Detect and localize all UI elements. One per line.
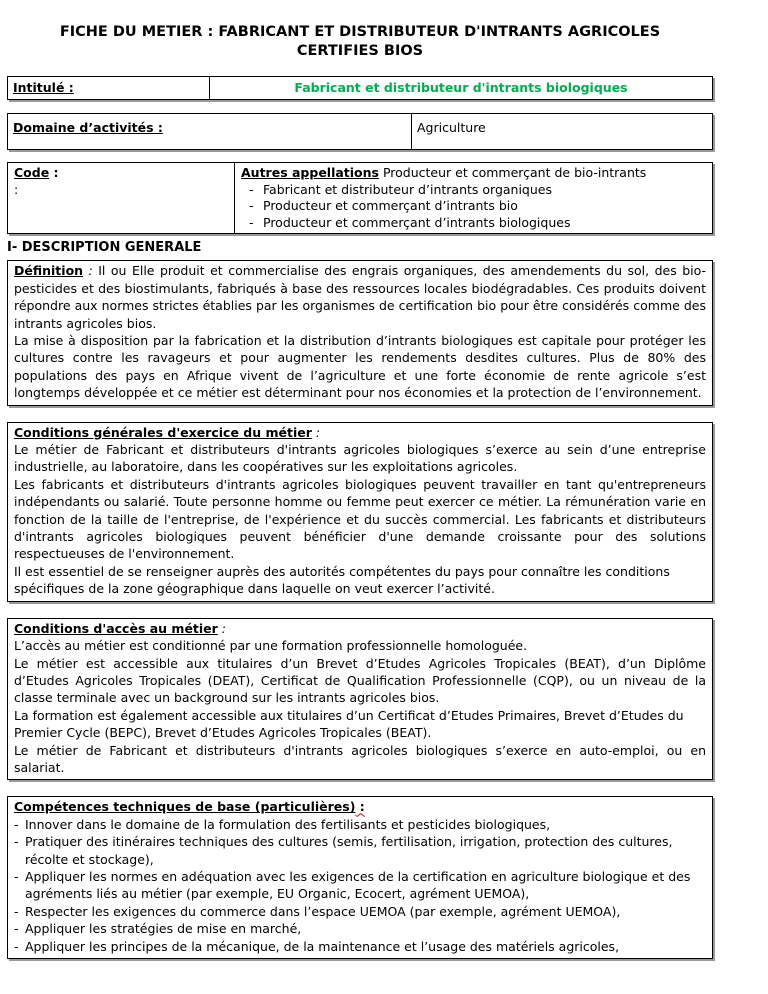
definition-paragraph-1 — [14, 262, 706, 332]
competences-heading — [14, 798, 706, 815]
dash-bullet: - — [249, 198, 254, 214]
competences-box — [7, 796, 713, 959]
dash-bullet: - — [14, 834, 19, 850]
document-page — [7, 0, 713, 959]
conditions-acces-label: Conditions d'accès au métier — [14, 620, 218, 636]
dash-bullet: - — [14, 921, 19, 937]
code-appellations-cell — [234, 163, 712, 233]
conditions-acces-colon: : — [217, 620, 227, 636]
conditions-acces-paragraph-3: La formation est également accessible aux titulaires d’un Certificat d’Etudes Primaires, Brevet d’Etudes du Premier Cycle (BEPC), Brevet d’Etudes Agricoles Tropicales (BEAT). — [14, 707, 684, 741]
conditions-exercice-paragraph-1: Le métier de Fabricant et distributeurs d'intrants agricoles biologiques s’exerce au sein d’une entreprise industrielle, au laboratoire, dans les coopératives sur les exploitations agricoles. — [14, 442, 706, 475]
appellation-text: Fabricant et distributeur d’intrants organiques — [263, 181, 552, 197]
intitule-label: Intitulé : — [13, 80, 74, 95]
document-title-line1: FICHE DU METIER : FABRICANT ET DISTRIBUTEUR D'INTRANTS AGRICOLES — [59, 24, 661, 40]
definition-label: Définition — [14, 263, 84, 279]
competence-item — [14, 938, 706, 955]
competence-item — [14, 903, 706, 920]
appellation-text: Producteur et commerçant d’intrants bio — [263, 198, 518, 214]
competences-label: Compétences techniques de base (particulières) — [14, 799, 356, 815]
conditions-exercice-box — [7, 422, 713, 602]
autres-appellations-line — [241, 165, 706, 182]
conditions-exercice-paragraph-3: Il est essentiel de se renseigner auprès des autorités compétentes du pays pour connaître les conditions spécifiques de la zone géographique dans laquelle on veut exercer l’activité. — [14, 563, 670, 597]
document-title-line2: CERTIFIES BIOS — [296, 43, 424, 59]
conditions-exercice-paragraph-2: Les fabricants et distributeurs d'intrants agricoles biologiques peuvent travailler en tant qu'entrepreneurs indépendants ou salarié. Toute personne homme ou femme peut exercer ce métier. La rémunération varie en fonction de la taille de l'entreprise, de l'expérience et du succès commercial. Les fabricants et distributeurs d'intrants agricoles biologiques peuvent bénéficier d'une demande croissante pour des solutions respectueuses de l'environnement. — [14, 476, 706, 562]
appellation-item — [241, 215, 706, 232]
conditions-acces-paragraph-4: Le métier de Fabricant et distributeurs d'intrants agricoles biologiques s’exerce en auto-emploi, ou en salariat. — [14, 742, 706, 775]
competence-item — [14, 920, 706, 937]
conditions-acces-heading — [14, 620, 706, 637]
autres-appellations-value: Producteur et commerçant de bio-intrants — [382, 165, 647, 180]
appellation-text: Producteur et commerçant d’intrants biologiques — [263, 214, 571, 230]
code-label: Code — [14, 165, 50, 180]
conditions-exercice-label: Conditions générales d'exercice du métier — [14, 424, 312, 440]
code-label-colon: : — [49, 165, 59, 180]
domaine-value-cell — [411, 114, 712, 149]
code-label-cell — [8, 163, 234, 233]
competence-text: Appliquer les stratégies de mise en marché, — [25, 921, 302, 937]
competences-colon: : — [355, 799, 365, 815]
document-title — [7, 0, 713, 61]
competence-item — [14, 868, 706, 903]
intitule-label-cell — [8, 77, 209, 99]
competence-text: Respecter les exigences du commerce dans l’espace UEMOA (par exemple, agrément UEMOA), — [25, 903, 621, 919]
domaine-label: Domaine d’activités : — [13, 120, 163, 135]
definition-paragraph-2: La mise à disposition par la fabrication et la distribution d’intrants biologiques est capitale pour protéger les cultures contre les ravageurs et pour augmenter les rendements desdites cultures. Plus de 80% des populations des pays en Afrique vivent de l’agriculture et une forte économie de rente agricole s’est longtemps développée et ce métier est déterminant pour nos économies et la protection de l’environnement. — [14, 333, 706, 401]
section-heading-description-generale: I- DESCRIPTION GENERALE — [7, 240, 202, 256]
definition-colon: : — [83, 263, 99, 279]
domaine-table — [7, 113, 713, 150]
dash-bullet: - — [249, 214, 254, 230]
conditions-acces-paragraph-1: L’accès au métier est conditionné par une formation professionnelle homologuée. — [14, 638, 528, 654]
conditions-exercice-colon: : — [311, 424, 321, 440]
competence-item — [14, 816, 706, 833]
dash-bullet: - — [14, 868, 19, 884]
domaine-value: Agriculture — [417, 120, 486, 135]
appellation-item — [241, 198, 706, 215]
definition-box — [7, 260, 713, 405]
conditions-acces-paragraph-2: Le métier est accessible aux titulaires d’un Brevet d’Etudes Agricoles Tropicales (BEAT), d’un Diplôme d’Etudes Agricoles Tropicales (DEAT), Certificat de Qualification Professionnelle (CQP), ou un niveau de la classe terminale avec un background sur les intrants agricoles bios. — [14, 655, 706, 706]
competence-text: Innover dans le domaine de la formulation des fertilisants et pesticides biologiques, — [25, 816, 551, 832]
conditions-exercice-heading — [14, 424, 706, 441]
domaine-label-cell — [8, 114, 411, 149]
code-label-line2: : — [14, 181, 19, 197]
competence-text: Appliquer les normes en adéquation avec les exigences de la certification en agriculture biologique et des agréments liés au métier (par exemple, EU Organic, Ecocert, agrément UEMOA), — [25, 868, 691, 902]
conditions-acces-box — [7, 618, 713, 781]
competence-item — [14, 833, 706, 868]
competence-text: Appliquer les principes de la mécanique, de la maintenance et l’usage des matériels agricoles, — [25, 938, 620, 954]
dash-bullet: - — [14, 938, 19, 954]
code-table — [7, 162, 713, 234]
intitule-table — [7, 76, 713, 100]
dash-bullet: - — [14, 903, 19, 919]
definition-text-1: Il ou Elle produit et commercialise des engrais organiques, des amendements du sol, des bio-pesticides et des biostimulants, fabriqués à base des ressources locales biodégradables. Ces produits doivent répondre aux normes strictes établies par les organismes de certification bio pour être considérés comme des intrants agricoles bios. — [14, 263, 706, 331]
intitule-value-cell — [209, 77, 712, 99]
dash-bullet: - — [14, 816, 19, 832]
autres-appellations-label: Autres appellations — [241, 165, 379, 180]
intitule-value: Fabricant et distributeur d'intrants biologiques — [294, 80, 628, 95]
dash-bullet: - — [249, 181, 254, 197]
competence-text: Pratiquer des itinéraires techniques des cultures (semis, fertilisation, irrigation, protection des cultures, récolte et stockage), — [25, 834, 673, 867]
appellation-item — [241, 182, 706, 199]
